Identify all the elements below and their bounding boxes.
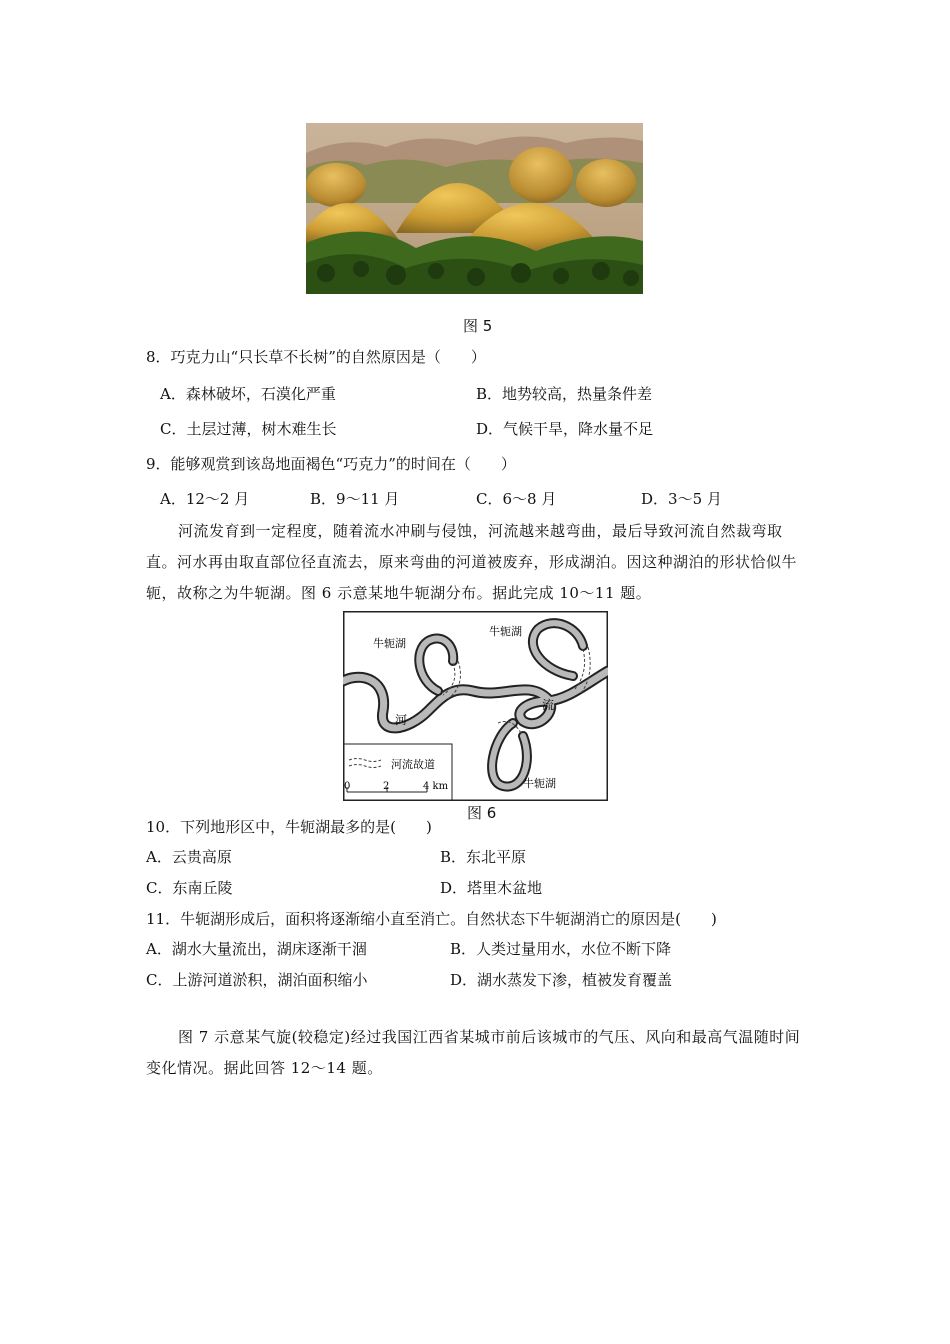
q9-option-c: C．6～8 月 bbox=[476, 490, 557, 508]
q10-stem: 10．下列地形区中，牛轭湖最多的是( ) bbox=[146, 818, 432, 836]
q9-option-b: B．9～11 月 bbox=[310, 490, 400, 508]
q10-option-a: A．云贵高原 bbox=[146, 848, 232, 866]
q11-stem: 11．牛轭湖形成后，面积将逐渐缩小直至消亡。自然状态下牛轭湖消亡的原因是( ) bbox=[146, 910, 717, 928]
q10-option-d: D．塔里木盆地 bbox=[440, 879, 543, 897]
river-label-liu: 流 bbox=[542, 698, 555, 712]
q8-stem: 8．巧克力山“只长草不长树”的自然原因是（ ） bbox=[146, 348, 486, 366]
q8-option-c: C．土层过薄，树木难生长 bbox=[160, 420, 337, 438]
lake-label-2: 牛轭湖 bbox=[489, 625, 522, 638]
figure5-caption: 图 5 bbox=[463, 317, 493, 335]
river-label-he: 河 bbox=[395, 713, 408, 727]
legend-old-channel: 河流故道 bbox=[391, 758, 435, 771]
q10-option-c: C．东南丘陵 bbox=[146, 879, 233, 897]
q8-option-a: A．森林破坏，石漠化严重 bbox=[160, 385, 336, 403]
figure6-caption: 图 6 bbox=[467, 804, 497, 822]
lake-label-1: 牛轭湖 bbox=[373, 637, 406, 650]
q8-option-d: D．气候干旱，降水量不足 bbox=[476, 420, 654, 438]
lake-label-3: 牛轭湖 bbox=[523, 777, 556, 790]
scale-2: 2 bbox=[383, 781, 390, 792]
q8-option-b: B．地势较高，热量条件差 bbox=[476, 385, 653, 403]
q9-option-d: D．3～5 月 bbox=[641, 490, 722, 508]
q11-option-c: C．上游河道淤积，湖泊面积缩小 bbox=[146, 971, 368, 989]
q9-option-a: A．12～2 月 bbox=[160, 490, 250, 508]
oxbow-passage: 河流发育到一定程度，随着流水冲刷与侵蚀，河流越来越弯曲，最后导致河流自然裁弯取直。河水再由取直部位径直流去，原来弯曲的河道被废弃，形成湖泊。因这种湖泊的形状恰似牛轭，故称之为牛轭湖。图 6 示意某地牛轭湖分布。据此完成 10～11 题。 bbox=[146, 522, 798, 602]
q9-stem: 9．能够观赏到该岛地面褐色“巧克力”的时间在（ ） bbox=[146, 455, 516, 473]
oxbow-lake-map bbox=[343, 611, 608, 801]
q11-option-d: D．湖水蒸发下渗，植被发育覆盖 bbox=[450, 971, 673, 989]
q10-option-b: B．东北平原 bbox=[440, 848, 527, 866]
q11-option-b: B．人类过量用水，水位不断下降 bbox=[450, 940, 672, 958]
chocolate-hills-photo bbox=[306, 123, 643, 294]
cyclone-passage: 图 7 示意某气旋(较稳定)经过我国江西省某城市前后该城市的气压、风向和最高气温随时间变化情况。据此回答 12～14 题。 bbox=[146, 1028, 801, 1077]
q11-option-a: A．湖水大量流出，湖床逐渐干涸 bbox=[146, 940, 367, 958]
scale-0: 0 bbox=[344, 781, 351, 792]
scale-4km: 4 km bbox=[423, 781, 449, 792]
